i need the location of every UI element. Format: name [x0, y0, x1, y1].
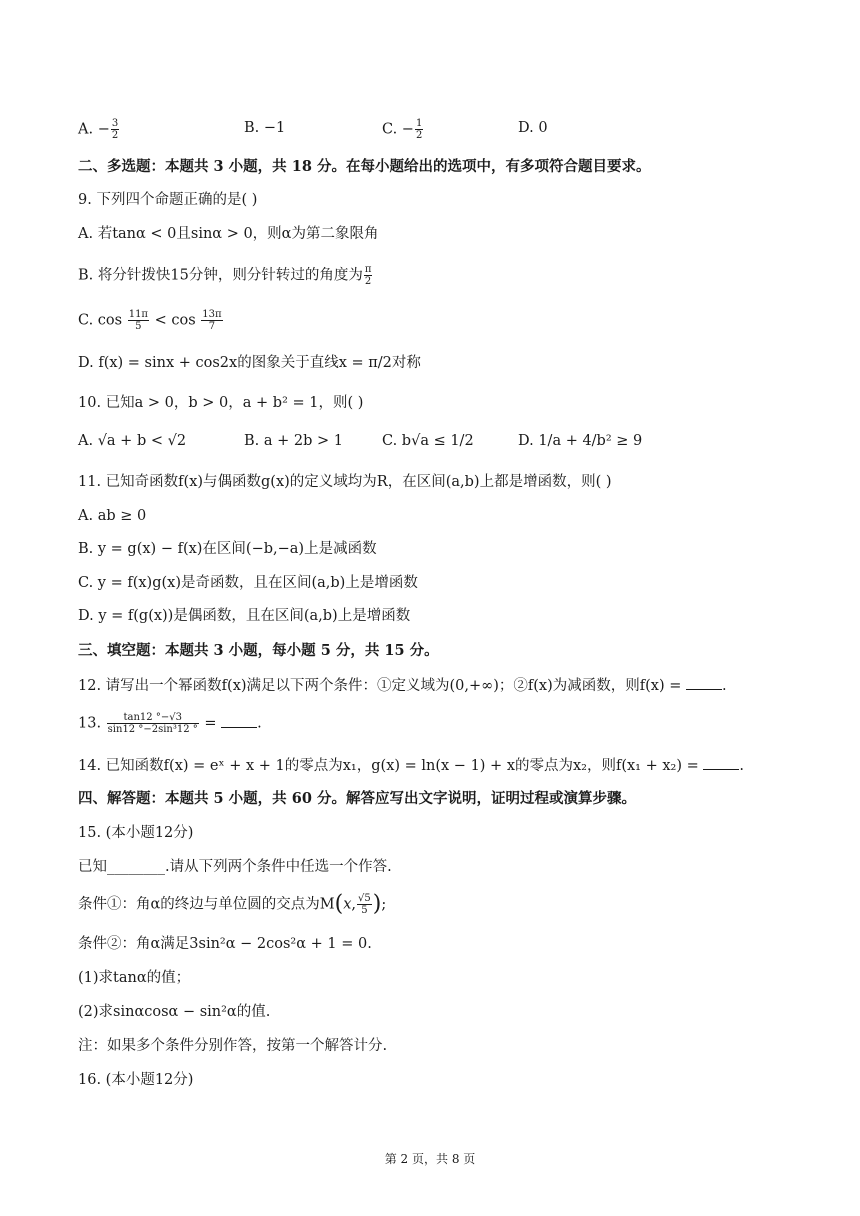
- q14-answer-blank[interactable]: [703, 755, 739, 770]
- q8-option-a: A. − $\frac{3}{2}$: [78, 118, 119, 141]
- section-4-title: 四、解答题：本题共 5 小题，共 60 分。解答应写出文字说明，证明过程或演算步骤。: [78, 790, 636, 807]
- q11-option-c: C. y = f(x)g(x)是奇函数，且在区间(a,b)上是增函数: [78, 575, 418, 591]
- q15-condition-1: 条件①：角α的终边与单位圆的交点为M(x, $\frac{√5}{5}$ );: [78, 891, 387, 917]
- q10-option-b: B. a + 2b > 1: [244, 433, 343, 449]
- q15-intro: 已知________.请从下列两个条件中任选一个作答.: [78, 859, 392, 875]
- q15-condition-2: 条件②：角α满足3sin²α − 2cos²α + 1 = 0.: [78, 936, 372, 952]
- section-2-title: 二、多选题：本题共 3 小题，共 18 分。在每小题给出的选项中，有多项符合题目要求。: [78, 158, 651, 175]
- q10-option-a: A. √a + b < √2: [78, 433, 187, 449]
- section-3-title: 三、填空题：本题共 3 小题，每小题 5 分，共 15 分。: [78, 642, 439, 659]
- q10-stem: 10. 已知a > 0，b > 0，a + b² = 1，则( ): [78, 395, 364, 411]
- q9-option-d: D. f(x) = sinx + cos2x的图象关于直线x = π/2对称: [78, 355, 421, 371]
- q11-option-b: B. y = g(x) − f(x)在区间(−b,−a)上是减函数: [78, 541, 377, 557]
- q9-option-b: B. 将分针拨快15分钟，则分针转过的角度为 $\frac{\pi}{2}$: [78, 264, 372, 287]
- q12-answer-blank[interactable]: [686, 675, 722, 690]
- q15-header: 15. (本小题12分): [78, 825, 194, 841]
- q11-option-a: A. ab ≥ 0: [78, 508, 147, 524]
- q14-text: 14. 已知函数f(x) = eˣ + x + 1的零点为x₁，g(x) = ln(x − 1) + x的零点为x₂，则f(x₁ + x₂) = .: [78, 755, 744, 776]
- q9-stem: 9. 下列四个命题正确的是( ): [78, 192, 258, 208]
- q13-answer-blank[interactable]: [221, 713, 257, 728]
- q8-option-c: C. − $\frac{1}{2}$: [382, 118, 423, 141]
- q12-text: 12. 请写出一个幂函数f(x)满足以下两个条件：①定义域为(0,+∞)；②f(x)为减函数，则f(x) = .: [78, 675, 727, 696]
- q13-text: 13. $\frac{\tan 12 ^\circ-√3}{\text{sin12 °−2sin³12 °}}$ = .: [78, 712, 262, 735]
- q15-part-1: (1)求tanα的值；: [78, 970, 191, 986]
- q15-part-2: (2)求sinαcosα − sin²α的值.: [78, 1004, 271, 1020]
- q9-option-a: A. 若tanα < 0且sinα > 0，则α为第二象限角: [78, 226, 379, 242]
- page-footer: 第 2 页，共 8 页: [384, 1152, 476, 1166]
- q11-option-d: D. y = f(g(x))是偶函数，且在区间(a,b)上是增函数: [78, 608, 411, 624]
- q8-option-d: D. 0: [518, 120, 548, 136]
- q9-option-c: C. cos $\frac{11\pi}{5}$ < cos $\frac{13\pi}{7}$: [78, 309, 222, 332]
- q11-stem: 11. 已知奇函数f(x)与偶函数g(x)的定义域均为R，在区间(a,b)上都是增函数，则( ): [78, 474, 612, 490]
- q10-option-d: D. 1/a + 4/b² ≥ 9: [518, 433, 643, 449]
- q10-option-c: C. b√a ≤ 1/2: [382, 433, 474, 449]
- q15-note: 注：如果多个条件分别作答，按第一个解答计分.: [78, 1038, 388, 1054]
- q8-option-b: B. −1: [244, 120, 286, 136]
- q16-header: 16. (本小题12分): [78, 1072, 194, 1088]
